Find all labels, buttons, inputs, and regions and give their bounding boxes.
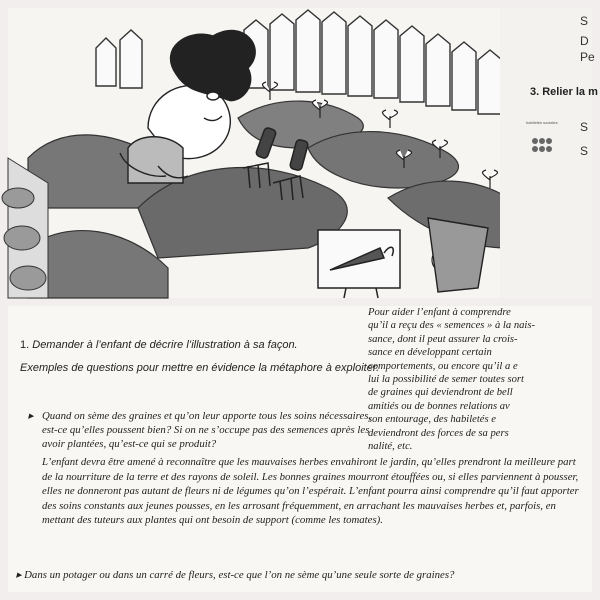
top-photo-panel [8,8,598,298]
exercise-heading: 3. Relier la m [530,86,598,98]
sidebar-line: sance en développant certain [368,347,492,359]
stone-border [2,158,48,298]
garden-illustration [8,8,508,298]
strip-letter: D [580,34,589,48]
question-1: ▸ Quand on sème des graines et qu’on leur apporte tous les soins nécessaires, est-ce qu’elles poussent bien? Si on ne s’occupe pas des semences après les avoir plantées, qu’est-ce qui se produit? [28,410,372,450]
sidebar-line: amitiés ou de bonnes relations av [368,400,510,412]
strip-letter: Pe [580,50,595,64]
strip-letter: S [580,120,589,134]
sidebar-note [368,306,592,466]
watering-can [428,218,488,292]
sidebar-line: sance, dont il peut assurer la crois- [368,333,518,345]
sidebar-line: comportements, ou encore qu’il a e [368,360,518,372]
sidebar-line: nalité, etc. [368,441,413,453]
sidebar-line: de graines qui deviendront de bell [368,387,513,399]
right-page-strip [500,8,598,298]
strip-letter: S [580,144,589,158]
sidebar-line: qu’il a reçu des « semences » à la nais- [368,320,536,332]
question-2: ▸ Dans un potager ou dans un carré de fleurs, est-ce que l’on ne sème qu’une seule sorte de graines? [16,569,455,581]
badge-label: habiletés sociales [526,120,558,125]
sidebar-line: son entourage, des habiletés e [368,414,496,426]
carrot-sign [318,230,400,298]
sidebar-line: lui la possibilité de semer toutes sort [368,374,524,386]
instruction-1: 1. Demander à l’enfant de décrire l’illustration à sa façon. [20,339,298,351]
bullet-icon: ▸ [28,410,34,422]
sidebar-line: deviendront des forces de sa pers [368,427,509,439]
instruction-2: Exemples de questions pour mettre en évidence la métaphore à exploiter. [20,362,380,374]
bullet-icon: ▸ [16,569,22,581]
sidebar-line: Pour aider l’enfant à comprendre [368,307,511,318]
social-skills-icon [529,125,555,161]
bottom-photo-panel [8,306,592,592]
strip-letter: S [580,14,589,28]
answer-paragraph: L’enfant devra être amené à reconnaître que les mauvaises herbes envahiront le jardin, qu’elles prendront la meilleure part de la nourriture de la terre et des rayons de soleil. Les bonnes graines mourront étouffées ou, si elles parviennent à pousser, elles ne donneront pas autant de fleurs ni de légumes qu’on l’espérait. L’enfant pourra ainsi comprendre qu’il faut apporter des soins constants aux jeunes pousses, en les arrosant fréquemment, en arrachant les mauvaises herbes et, parfois, en mettant des tuteurs aux plantes qui ont besoin de support (comme les tomates). [42,456,579,527]
